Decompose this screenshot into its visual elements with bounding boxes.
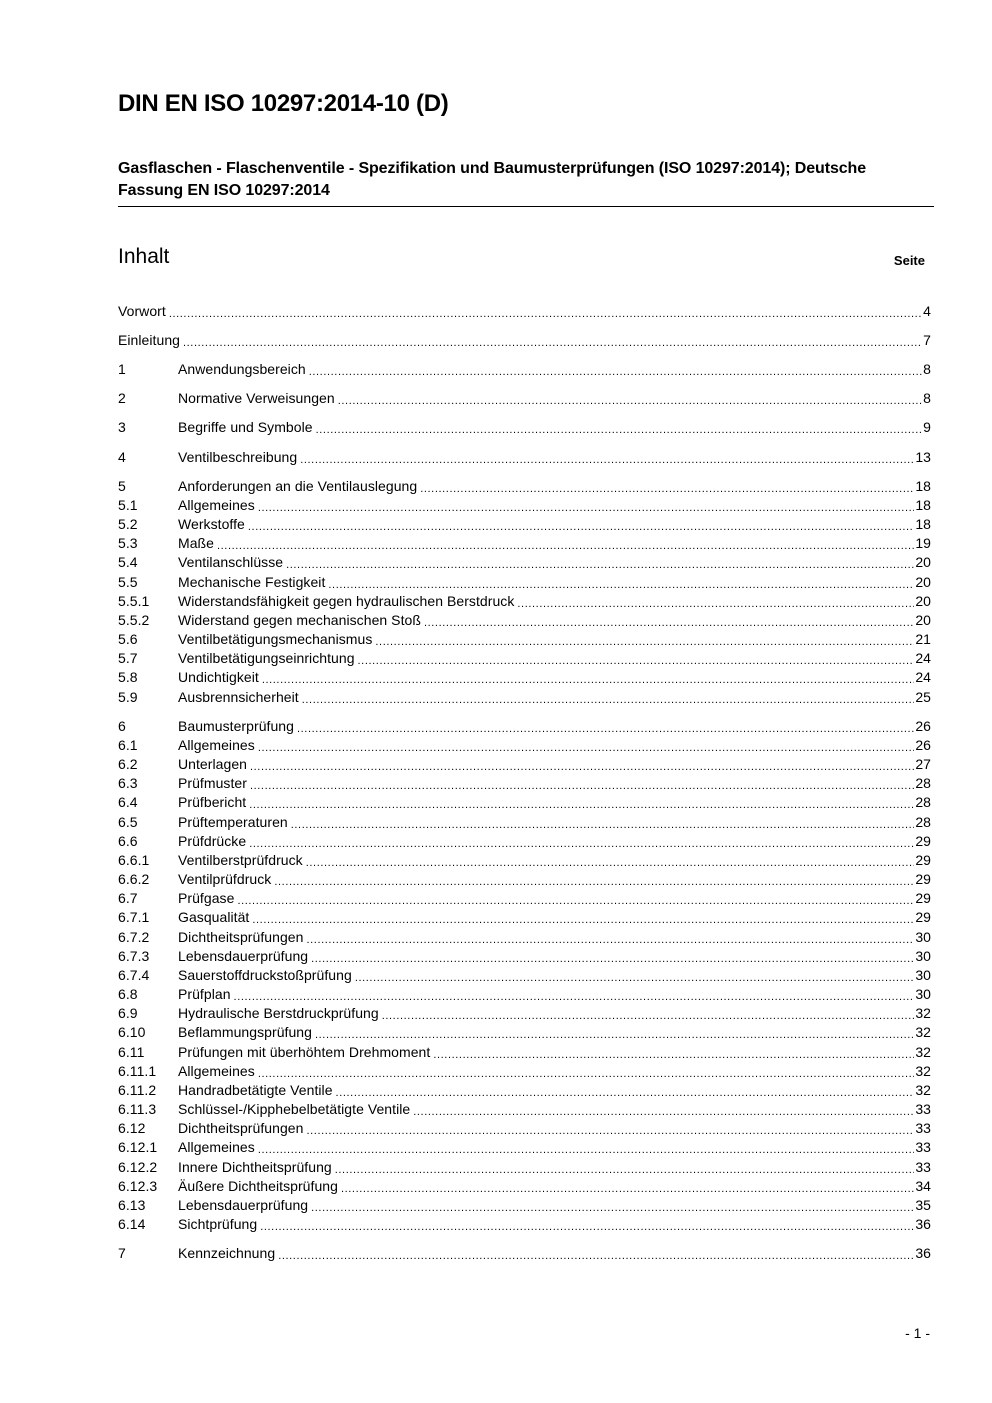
toc-entry[interactable]: [118, 1043, 931, 1062]
toc-entry-page: 20: [915, 574, 931, 590]
dot-leader: [315, 1023, 914, 1042]
toc-entry-number: 6.7.1: [118, 909, 150, 925]
toc-entry[interactable]: [118, 870, 931, 889]
toc-entry[interactable]: [118, 1158, 931, 1177]
dot-leader: [274, 870, 914, 889]
toc-entry-number: 3: [118, 419, 126, 435]
toc-entry-page: 28: [915, 794, 931, 810]
dot-leader: [258, 1138, 915, 1157]
dot-leader: [306, 1119, 914, 1138]
toc-entry[interactable]: [118, 985, 931, 1004]
toc-entry-page: 33: [915, 1159, 931, 1175]
dot-leader: [328, 573, 914, 592]
toc-entry[interactable]: [118, 1215, 931, 1234]
toc-entry-number: 6.11.2: [118, 1082, 157, 1098]
toc-entry-number: 6.6: [118, 833, 138, 849]
toc-entry[interactable]: [118, 496, 931, 515]
dot-leader: [258, 736, 915, 755]
toc-heading: Inhalt: [118, 245, 170, 268]
toc-entry[interactable]: [118, 1177, 931, 1196]
toc-entry[interactable]: [118, 534, 931, 553]
page-number: - 1 -: [905, 1325, 930, 1341]
toc-entry-number: 6.13: [118, 1197, 146, 1213]
dot-leader: [420, 477, 914, 496]
toc-entry-page: 33: [915, 1139, 931, 1155]
toc-entry[interactable]: [118, 592, 931, 611]
toc-entry-number: 6.7.4: [118, 967, 150, 983]
toc-entry-page: 26: [915, 718, 931, 734]
toc-entry-page: 21: [915, 631, 931, 647]
toc-entry-title: Vorwort: [118, 303, 166, 319]
dot-leader: [278, 1244, 914, 1263]
document-subtitle: Gasflaschen - Flaschenventile - Spezifikation und Baumusterprüfungen (ISO 10297:2014); Deutsche Fassung EN ISO 10297:2014: [118, 160, 867, 199]
toc-entry-title: Mechanische Festigkeit: [178, 574, 326, 590]
toc-entry-page: 27: [915, 756, 931, 772]
toc-entry-number: 6.6.2: [118, 871, 150, 887]
toc-entry[interactable]: [118, 1081, 931, 1100]
toc-entry-page: 20: [915, 593, 931, 609]
toc-entry-page: 29: [915, 890, 931, 906]
toc-entry-page: 32: [915, 1044, 931, 1060]
toc-entry-number: 6.11.3: [118, 1101, 157, 1117]
toc-entry-page: 32: [915, 1082, 931, 1098]
toc-entry-page: 33: [915, 1120, 931, 1136]
toc-entry[interactable]: [118, 793, 931, 812]
dot-leader: [291, 813, 915, 832]
toc-entry-page: 29: [915, 871, 931, 887]
toc-entry-number: 1: [118, 361, 126, 377]
toc-entry-number: 5.1: [118, 497, 138, 513]
toc-entry-title: Prüfgase: [178, 890, 235, 906]
toc-entry[interactable]: [118, 928, 931, 947]
dot-leader: [311, 947, 914, 966]
dot-leader: [336, 1081, 915, 1100]
toc-entry[interactable]: [118, 1100, 931, 1119]
toc-entry-number: 5.6: [118, 631, 138, 647]
dot-leader: [306, 851, 915, 870]
toc-entry-number: 6.10: [118, 1024, 146, 1040]
toc-entry[interactable]: [118, 717, 931, 736]
title-divider: [118, 206, 934, 207]
toc-entry[interactable]: [118, 851, 931, 870]
toc-entry-page: 29: [915, 833, 931, 849]
toc-entry-title: Ventilbetätigungseinrichtung: [178, 650, 355, 666]
toc-entry-number: 5.3: [118, 535, 138, 551]
toc-entry-page: 30: [915, 948, 931, 964]
toc-entry-page: 33: [915, 1101, 931, 1117]
toc-entry-page: 18: [915, 497, 931, 513]
toc-entry-title: Ventilanschlüsse: [178, 554, 284, 570]
toc-entry-title: Lebensdauerprüfung: [178, 948, 309, 964]
toc-entry-title: Anforderungen an die Ventilauslegung: [178, 478, 418, 494]
toc-page-column-label: Seite: [893, 253, 925, 268]
toc-entry-page: 34: [915, 1178, 931, 1194]
toc-entry[interactable]: [118, 889, 931, 908]
toc-entry[interactable]: [118, 477, 931, 496]
toc-entry-page: 36: [915, 1216, 931, 1232]
dot-leader: [382, 1004, 915, 1023]
toc-entry-title: Unterlagen: [178, 756, 247, 772]
toc-entry-title: Anwendungsbereich: [178, 361, 306, 377]
toc-entry[interactable]: [118, 688, 931, 707]
dot-leader: [316, 418, 923, 437]
toc-entry-title: Einleitung: [118, 332, 180, 348]
toc-entry-title: Allgemeines: [178, 737, 255, 753]
toc-entry-title: Ventilberstprüfdruck: [178, 852, 303, 868]
dot-leader: [306, 928, 914, 947]
toc-entry-page: 32: [915, 1063, 931, 1079]
toc-entry-number: 5.4: [118, 554, 138, 570]
toc-entry-title: Schlüssel-/Kipphebelbetätigte Ventile: [178, 1101, 411, 1117]
toc-entry-title: Hydraulische Berstdruckprüfung: [178, 1005, 379, 1021]
toc-entry[interactable]: [118, 774, 931, 793]
toc-entry-title: Innere Dichtheitsprüfung: [178, 1159, 332, 1175]
toc-entry[interactable]: [118, 331, 931, 350]
toc-entry-page: 28: [915, 814, 931, 830]
dot-leader: [517, 592, 914, 611]
toc-entry-title: Äußere Dichtheitsprüfung: [178, 1178, 338, 1194]
toc-entry-number: 5.7: [118, 650, 138, 666]
toc-entry-page: 7: [923, 332, 931, 348]
toc-entry-page: 4: [923, 303, 931, 319]
toc-entry-page: 25: [915, 689, 931, 705]
toc-entry-number: 6.7: [118, 890, 138, 906]
toc-entry[interactable]: [118, 302, 931, 321]
toc-entry-title: Prüfmuster: [178, 775, 247, 791]
toc-entry-title: Undichtigkeit: [178, 669, 259, 685]
dot-leader: [169, 302, 922, 321]
toc-entry[interactable]: [118, 668, 931, 687]
toc-entry-page: 26: [915, 737, 931, 753]
dot-leader: [375, 630, 914, 649]
toc-entry[interactable]: [118, 1062, 931, 1081]
toc-entry-page: 36: [915, 1245, 931, 1261]
toc-entry-number: 7: [118, 1245, 126, 1261]
toc-entry-title: Prüfungen mit überhöhtem Drehmoment: [178, 1044, 431, 1060]
dot-leader: [248, 515, 914, 534]
toc-entry[interactable]: [118, 832, 931, 851]
toc-entry-title: Kennzeichnung: [178, 1245, 276, 1261]
toc-entry-page: 32: [915, 1024, 931, 1040]
dot-leader: [413, 1100, 914, 1119]
toc-entry-number: 5.5.2: [118, 612, 150, 628]
toc-entry-title: Lebensdauerprüfung: [178, 1197, 309, 1213]
dot-leader: [286, 553, 914, 572]
toc-entry[interactable]: [118, 649, 931, 668]
toc-entry[interactable]: [118, 611, 931, 630]
toc-entry[interactable]: [118, 630, 931, 649]
dot-leader: [249, 793, 914, 812]
dot-leader: [237, 889, 914, 908]
toc-entry-page: 29: [915, 852, 931, 868]
toc-entry-number: 5.2: [118, 516, 138, 532]
dot-leader: [355, 966, 915, 985]
toc-entry-page: 24: [915, 669, 931, 685]
toc-entry-number: 6.9: [118, 1005, 138, 1021]
toc-entry-title: Ventilprüfdruck: [178, 871, 272, 887]
toc-entry-number: 6.12.2: [118, 1159, 158, 1175]
toc-entry-number: 6.3: [118, 775, 138, 791]
toc-entry-title: Widerstandsfähigkeit gegen hydraulischen Berstdruck: [178, 593, 515, 609]
toc-entry-number: 5.5: [118, 574, 138, 590]
toc-entry[interactable]: [118, 553, 931, 572]
dot-leader: [297, 717, 914, 736]
dot-leader: [183, 331, 922, 350]
toc-entry-number: 2: [118, 390, 126, 406]
toc-entry-number: 6.7.2: [118, 929, 150, 945]
toc-entry-number: 5.8: [118, 669, 138, 685]
toc-entry-number: 6: [118, 718, 126, 734]
toc-entry-page: 18: [915, 516, 931, 532]
toc-entry-title: Ventilbeschreibung: [178, 449, 298, 465]
toc-entry[interactable]: [118, 813, 931, 832]
toc-entry-title: Allgemeines: [178, 1139, 255, 1155]
dot-leader: [424, 611, 914, 630]
toc-entry-number: 6.4: [118, 794, 138, 810]
toc-entry-page: 29: [915, 909, 931, 925]
toc-entry[interactable]: [118, 966, 931, 985]
toc-entry-title: Begriffe und Symbole: [178, 419, 313, 435]
toc-entry-number: 6.6.1: [118, 852, 150, 868]
toc-entry-number: 6.2: [118, 756, 138, 772]
toc-entry-title: Gasqualität: [178, 909, 250, 925]
toc-entry-page: 9: [923, 419, 931, 435]
toc-entry[interactable]: [118, 1004, 931, 1023]
toc-entry-page: 28: [915, 775, 931, 791]
toc-entry-title: Sauerstoffdruckstoßprüfung: [178, 967, 352, 983]
toc-entry-number: 6.11.1: [118, 1063, 157, 1079]
toc-entry-page: 13: [915, 449, 931, 465]
toc-entry[interactable]: [118, 947, 931, 966]
toc-entry-page: 30: [915, 986, 931, 1002]
dot-leader: [260, 1215, 914, 1234]
toc-entry-number: 6.5: [118, 814, 138, 830]
toc-entry-title: Beflammungsprüfung: [178, 1024, 312, 1040]
toc-entry-page: 18: [915, 478, 931, 494]
toc-entry-number: 6.14: [118, 1216, 146, 1232]
document-title: DIN EN ISO 10297:2014-10 (D): [118, 90, 449, 117]
toc-entry-number: 6.1: [118, 737, 138, 753]
toc-entry-page: 20: [915, 554, 931, 570]
dot-leader: [338, 389, 922, 408]
toc-entry-page: 8: [923, 390, 931, 406]
dot-leader: [249, 832, 914, 851]
dot-leader: [258, 496, 915, 515]
toc-entry[interactable]: [118, 1023, 931, 1042]
dot-leader: [250, 755, 914, 774]
dot-leader: [302, 688, 915, 707]
toc-entry-title: Prüfdrücke: [178, 833, 247, 849]
toc-entry-title: Baumusterprüfung: [178, 718, 294, 734]
toc-entry-page: 8: [923, 361, 931, 377]
toc-entry-title: Ventilbetätigungsmechanismus: [178, 631, 373, 647]
toc-entry-title: Normative Verweisungen: [178, 390, 335, 406]
dot-leader: [262, 668, 915, 687]
toc-entry[interactable]: [118, 360, 931, 379]
dot-leader: [258, 1062, 915, 1081]
toc-entry-title: Ausbrennsicherheit: [178, 689, 299, 705]
toc-entry[interactable]: [118, 1138, 931, 1157]
toc-entry-page: 30: [915, 929, 931, 945]
toc-entry[interactable]: [118, 1244, 931, 1263]
toc-entry-title: Allgemeines: [178, 497, 255, 513]
dot-leader: [300, 448, 914, 467]
toc-entry-title: Dichtheitsprüfungen: [178, 1120, 304, 1136]
dot-leader: [234, 985, 915, 1004]
toc-entry-number: 6.12: [118, 1120, 146, 1136]
toc-entry-title: Sichtprüfung: [178, 1216, 258, 1232]
toc-entry-number: 4: [118, 449, 126, 465]
toc-entry-number: 5.5.1: [118, 593, 150, 609]
toc-entry-page: 30: [915, 967, 931, 983]
toc-entry[interactable]: [118, 515, 931, 534]
dot-leader: [433, 1043, 914, 1062]
toc-entry-title: Prüfplan: [178, 986, 231, 1002]
toc-entry-title: Maße: [178, 535, 214, 551]
dot-leader: [252, 908, 914, 927]
toc-entry[interactable]: [118, 418, 931, 437]
dot-leader: [341, 1177, 914, 1196]
toc-entry-page: 19: [915, 535, 931, 551]
toc-entry-title: Widerstand gegen mechanischen Stoß: [178, 612, 421, 628]
toc-entry-number: 6.7.3: [118, 948, 150, 964]
toc-entry-number: 5.9: [118, 689, 138, 705]
toc-entry-number: 6.11: [118, 1044, 145, 1060]
toc-entry-number: 5: [118, 478, 126, 494]
dot-leader: [217, 534, 914, 553]
toc-entry-number: 6.12.3: [118, 1178, 158, 1194]
toc-entry-title: Werkstoffe: [178, 516, 245, 532]
dot-leader: [358, 649, 915, 668]
toc-entry[interactable]: [118, 736, 931, 755]
toc-entry-page: 35: [915, 1197, 931, 1213]
toc-entry[interactable]: [118, 1196, 931, 1215]
toc-entry-title: Prüfbericht: [178, 794, 247, 810]
dot-leader: [250, 774, 914, 793]
toc-entry[interactable]: [118, 908, 931, 927]
toc-entry-title: Allgemeines: [178, 1063, 255, 1079]
toc-entry[interactable]: [118, 448, 931, 467]
dot-leader: [309, 360, 922, 379]
toc-entry[interactable]: [118, 755, 931, 774]
toc-entry-page: 20: [915, 612, 931, 628]
toc-entry-number: 6.8: [118, 986, 138, 1002]
toc-entry-page: 24: [915, 650, 931, 666]
toc-entry[interactable]: [118, 389, 931, 408]
dot-leader: [311, 1196, 914, 1215]
toc-entry[interactable]: [118, 1119, 931, 1138]
toc-entry-number: 6.12.1: [118, 1139, 158, 1155]
toc-entry-page: 32: [915, 1005, 931, 1021]
toc-entry-title: Dichtheitsprüfungen: [178, 929, 304, 945]
toc-entry-title: Prüftemperaturen: [178, 814, 288, 830]
dot-leader: [335, 1158, 915, 1177]
toc-entry[interactable]: [118, 573, 931, 592]
toc-entry-title: Handradbetätigte Ventile: [178, 1082, 333, 1098]
